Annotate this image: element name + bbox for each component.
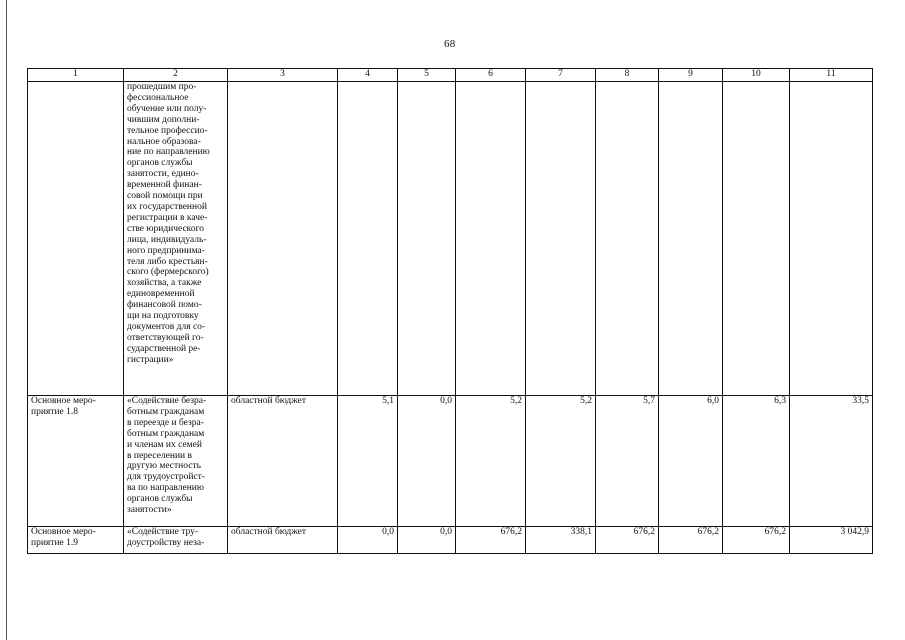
description-line: занятости» xyxy=(127,505,172,516)
description-line: обучение или полу- xyxy=(127,103,207,114)
description-line: фессиональное xyxy=(127,92,189,103)
name-cell xyxy=(28,82,124,396)
description-line: сударственной ре- xyxy=(127,343,201,354)
funding-source-cell: областной бюджет xyxy=(228,396,338,527)
description-line: органов службы xyxy=(127,494,193,505)
description-line: «Содействие тру- xyxy=(127,527,199,537)
description-line: занятости, едино- xyxy=(127,169,199,180)
column-header: 3 xyxy=(228,69,338,82)
value-cell: 5,7 xyxy=(596,396,659,527)
description-line: их государственной xyxy=(127,201,207,212)
description-line: тельное профессио- xyxy=(127,125,208,136)
description-line: документов для со- xyxy=(127,321,206,332)
description-line: и членам их семей xyxy=(127,439,202,450)
column-header: 2 xyxy=(124,69,228,82)
description-line: теля либо крестьян- xyxy=(127,256,208,267)
column-header: 11 xyxy=(790,69,873,82)
value-cell: 0,0 xyxy=(398,527,456,554)
value-cell: 676,2 xyxy=(456,527,526,554)
total-cell: 33,5 xyxy=(790,396,873,527)
column-header: 10 xyxy=(723,69,790,82)
description-line: стве юридического xyxy=(127,223,204,234)
description-line: в переезде и безра- xyxy=(127,417,204,428)
description-cell xyxy=(124,82,228,396)
total-cell: 3 042,9 xyxy=(790,527,873,554)
column-number-row xyxy=(28,69,873,82)
description-line: регистрации в каче- xyxy=(127,212,208,223)
description-line: прошедшим про- xyxy=(127,82,197,92)
source-cell xyxy=(228,82,338,396)
funding-source-cell: областной бюджет xyxy=(228,527,338,554)
value-cell: 676,2 xyxy=(659,527,723,554)
value-cell: 0,0 xyxy=(338,527,398,554)
table-row-activity-1-9 xyxy=(28,527,873,554)
description-line: доустройству неза- xyxy=(127,537,205,548)
description-line: ботным гражданам xyxy=(127,428,205,439)
description-line: ского (фермерского) xyxy=(127,267,209,278)
column-header: 4 xyxy=(338,69,398,82)
value-cell: 338,1 xyxy=(526,527,596,554)
description-line: ние по направлению xyxy=(127,147,210,158)
description-line: для трудоустройст- xyxy=(127,472,205,483)
value-cell: 5,2 xyxy=(456,396,526,527)
description-cell xyxy=(124,396,228,527)
description-line: чившим дополни- xyxy=(127,114,200,125)
table-row-activity-1-8 xyxy=(28,396,873,527)
column-header: 1 xyxy=(28,69,124,82)
value-cell: 6,0 xyxy=(659,396,723,527)
scan-left-edge xyxy=(6,0,7,640)
description-line: хозяйства, а также xyxy=(127,278,202,289)
value-cell xyxy=(456,82,526,396)
description-line: в переселении в xyxy=(127,450,192,461)
activity-name-line: приятие 1.9 xyxy=(31,537,78,548)
value-cell: 676,2 xyxy=(596,527,659,554)
activity-name-cell xyxy=(28,527,124,554)
description-line: временной финан- xyxy=(127,180,202,191)
description-line: ва по направлению xyxy=(127,483,204,494)
column-header: 5 xyxy=(398,69,456,82)
column-header: 6 xyxy=(456,69,526,82)
description-line: лица, индивидуаль- xyxy=(127,234,207,245)
value-cell xyxy=(338,82,398,396)
description-line: ного предпринима- xyxy=(127,245,205,256)
value-cell xyxy=(723,82,790,396)
value-cell: 0,0 xyxy=(398,396,456,527)
description-line: финансовой помо- xyxy=(127,300,202,311)
value-cell: 5,1 xyxy=(338,396,398,527)
value-cell xyxy=(790,82,873,396)
description-line: гистрации» xyxy=(127,354,174,365)
description-line: щи на подготовку xyxy=(127,311,199,322)
value-cell xyxy=(659,82,723,396)
description-line: нальное образова- xyxy=(127,136,201,147)
description-line: совой помощи при xyxy=(127,191,203,202)
description-line: «Содействие безра- xyxy=(127,396,207,406)
description-cell xyxy=(124,527,228,554)
value-cell: 5,2 xyxy=(526,396,596,527)
description-line: единовременной xyxy=(127,289,195,300)
column-header: 7 xyxy=(526,69,596,82)
description-line: другую местность xyxy=(127,461,201,472)
value-cell: 676,2 xyxy=(723,527,790,554)
activity-name-line: Основное меро- xyxy=(31,527,96,537)
activity-name-line: приятие 1.8 xyxy=(31,406,78,417)
activity-name-cell xyxy=(28,396,124,527)
value-cell xyxy=(526,82,596,396)
value-cell: 6,3 xyxy=(723,396,790,527)
description-line: ответствующей го- xyxy=(127,332,204,343)
column-header: 9 xyxy=(659,69,723,82)
page-number: 68 xyxy=(444,38,456,50)
column-header: 8 xyxy=(596,69,659,82)
description-line: органов службы xyxy=(127,158,193,169)
value-cell xyxy=(596,82,659,396)
value-cell xyxy=(398,82,456,396)
description-line: ботным гражданам xyxy=(127,406,205,417)
budget-table xyxy=(27,68,873,554)
activity-name-line: Основное меро- xyxy=(31,396,96,406)
table-row-continuation xyxy=(28,82,873,396)
